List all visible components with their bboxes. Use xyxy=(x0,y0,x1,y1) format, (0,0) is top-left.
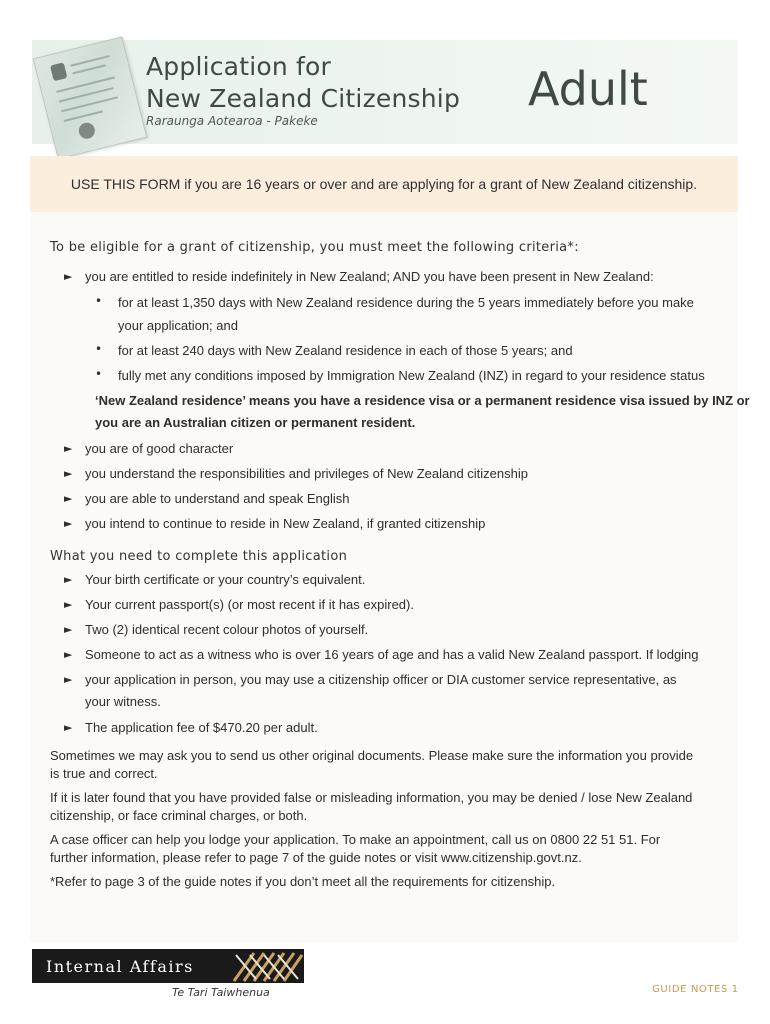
arrow-bullet-icon: ► xyxy=(64,673,73,686)
needs-item: Your birth certificate or your country’s equivalent. xyxy=(85,572,366,587)
info-paragraph: A case officer can help you lodge your application. To make an appointment, call us on 0800 22 51 51. For xyxy=(50,832,661,847)
arrow-bullet-icon: ► xyxy=(64,270,73,283)
residence-definition-note: you are an Australian citizen or permanent resident. xyxy=(95,415,416,430)
criterion-text: you are entitled to reside indefinitely in New Zealand; AND you have been present in New Zealand: xyxy=(85,269,654,284)
footnote-paragraph: *Refer to page 3 of the guide notes if you don’t meet all the requirements for citizenship. xyxy=(50,874,556,889)
info-paragraph: citizenship, or face criminal charges, or both. xyxy=(50,808,308,823)
bullet-dot-icon: • xyxy=(95,367,103,381)
agency-logo xyxy=(32,949,304,983)
arrow-bullet-icon: ► xyxy=(64,623,73,636)
needs-heading: What you need to complete this application xyxy=(50,549,348,564)
instruction-banner xyxy=(30,156,738,212)
sub-criterion-text: for at least 240 days with New Zealand residence in each of those 5 years; and xyxy=(118,343,573,358)
sub-criterion-text: fully met any conditions imposed by Immigration New Zealand (INZ) in regard to your residence status xyxy=(118,368,705,383)
criterion-text: you are able to understand and speak English xyxy=(85,491,350,506)
page-title-line2: New Zealand Citizenship xyxy=(146,84,461,113)
needs-item: The application fee of $470.20 per adult. xyxy=(85,720,318,735)
needs-item: Someone to act as a witness who is over 16 years of age and has a valid New Zealand passport. If lodging xyxy=(85,647,699,662)
woven-pattern-icon xyxy=(232,949,304,983)
arrow-bullet-icon: ► xyxy=(64,517,73,530)
crest-icon xyxy=(50,62,67,81)
residence-definition-note: ‘New Zealand residence’ means you have a residence visa or a permanent residence visa issued by INZ or xyxy=(95,393,750,408)
agency-name: Internal Affairs xyxy=(46,957,194,976)
arrow-bullet-icon: ► xyxy=(64,442,73,455)
seal-icon xyxy=(77,121,96,140)
arrow-bullet-icon: ► xyxy=(64,573,73,586)
page-number-label: GUIDE NOTES 1 xyxy=(652,984,739,995)
arrow-bullet-icon: ► xyxy=(64,648,73,661)
arrow-bullet-icon: ► xyxy=(64,467,73,480)
info-paragraph: If it is later found that you have provided false or misleading information, you may be denied / lose New Zealand xyxy=(50,790,693,805)
arrow-bullet-icon: ► xyxy=(64,598,73,611)
sub-criterion-text: your application; and xyxy=(118,318,238,333)
needs-item: your witness. xyxy=(85,694,161,709)
banner-text: USE THIS FORM if you are 16 years or over and are applying for a grant of New Zealand citizenship. xyxy=(70,176,698,192)
bullet-dot-icon: • xyxy=(95,294,103,308)
needs-item: your application in person, you may use a citizenship officer or DIA customer service representative, as xyxy=(85,672,677,687)
info-paragraph: is true and correct. xyxy=(50,766,158,781)
info-paragraph: Sometimes we may ask you to send us other original documents. Please make sure the information you provide xyxy=(50,748,694,763)
arrow-bullet-icon: ► xyxy=(64,721,73,734)
bullet-dot-icon: • xyxy=(95,342,103,356)
page-title-line1: Application for xyxy=(146,52,332,81)
info-paragraph: further information, please refer to page 7 of the guide notes or visit www.citizenship.govt.nz. xyxy=(50,850,582,865)
criterion-text: you are of good character xyxy=(85,441,234,456)
certificate-line xyxy=(72,64,105,74)
criterion-text: you intend to continue to reside in New Zealand, if granted citizenship xyxy=(85,516,486,531)
certificate-line xyxy=(64,110,103,122)
criterion-text: you understand the responsibilities and privileges of New Zealand citizenship xyxy=(85,466,528,481)
agency-maori-name: Te Tari Taiwhenua xyxy=(172,986,270,999)
page-subtitle: Raraunga Aotearoa - Pakeke xyxy=(146,114,318,128)
needs-item: Your current passport(s) (or most recent if it has expired). xyxy=(85,597,414,612)
sub-criterion-text: for at least 1,350 days with New Zealand residence during the 5 years immediately before you make xyxy=(118,295,694,310)
arrow-bullet-icon: ► xyxy=(64,492,73,505)
form-type-label: Adult xyxy=(528,62,648,116)
needs-item: Two (2) identical recent colour photos of yourself. xyxy=(85,622,369,637)
eligibility-heading: To be eligible for a grant of citizenship, you must meet the following criteria*: xyxy=(50,240,579,255)
